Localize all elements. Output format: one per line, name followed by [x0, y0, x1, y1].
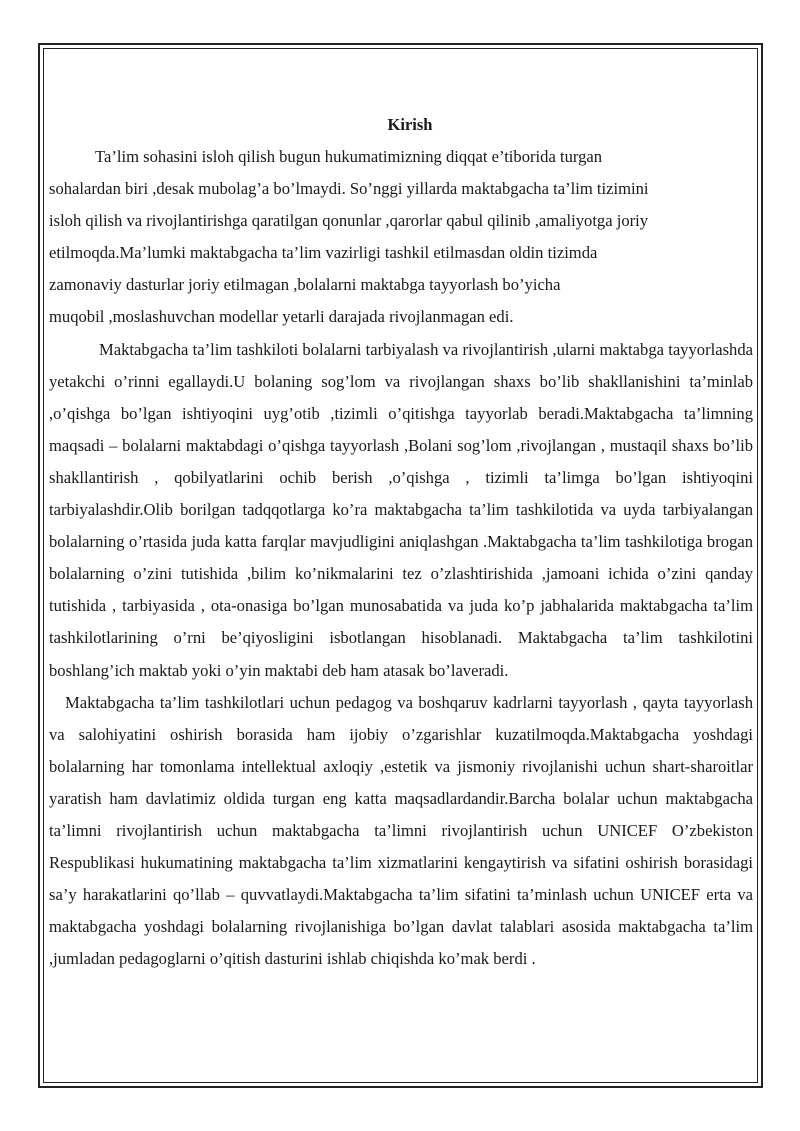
document-title: Kirish: [387, 115, 433, 134]
intro-line: etilmoqda.Ma’lumki maktabgacha ta’lim vazirligi tashkil etilmasdan oldin tizimda: [49, 243, 598, 263]
body-paragraph-2: Maktabgacha ta’lim tashkiloti bolalarni tarbiyalash va rivojlantirish ,ularni maktabga tayyorlashda yetakchi o’rinni egallaydi.U bolaning sog’lom va rivojlangan shaxs bo’lib shakllanishini ta’minlab ,o’qishga bo’lgan ishtiyoqini uyg’otib ,tizimli o’qitishga tayyorlab beradi.Maktabgacha ta’limning maqsadi – bolalarni maktabdagi o’qishga tayyorlash ,Bolani sog’lom ,rivojlangan , mustaqil shaxs bo’lib shakllantirish , qobilyatlarini ochib berish ,o’qishga , tizimli ta’limga bo’lgan ishtiyoqini tarbiyalashdir.Olib borilgan tadqqotlarga ko’ra maktabgacha ta’lim tashkilotida va uyda tarbiyalangan bolalarning o’rtasida juda katta farqlar mavjudligini aniqlashgan .Maktabgacha ta’lim tashkilotiga brogan bolalarning o’zini tutishida ,bilim ko’nikmalarini tez o’zlashtirishida ,jamoani ichida o’zini qanday tutishida , tarbiyasida , ota-onasiga bo’lgan munosabatida va juda ko’p jabhalarida maktabgacha ta’lim tashkilotlarining o’rni be’qiyosligini isbotlangan hisoblanadi. Maktabgacha ta’lim tashkilotini boshlang’ich maktab yoki o’yin maktabi deb ham atasak bo’laveradi.: [49, 339, 753, 680]
intro-line: zamonaviy dasturlar joriy etilmagan ,bolalarni maktabga tayyorlash bo’yicha: [49, 275, 561, 295]
body-paragraph-3: Maktabgacha ta’lim tashkilotlari uchun pedagog va boshqaruv kadrlarni tayyorlash , qayta tayyorlash va salohiyatini oshirish borasida ham ijobiy o’zgarishlar kuzatilmoqda.Maktabgacha yoshdagi bolalarning har tomonlama intellektual axloqiy ,estetik va jismoniy rivojlanishi uchun shart-sharoitlar yaratish ham davlatimiz oldida turgan eng katta maqsadlardandir.Barcha bolalar uchun maktabgacha ta’limni rivojlantirish uchun maktabgacha ta’limni rivojlantirish uchun UNICEF O’zbekiston Respublikasi hukumatining maktabgacha ta’lim xizmatlarini kengaytirish va sifatini oshirish borasidagi sa’y harakatlarini qo’llab – quvvatlaydi.Maktabgacha ta’lim sifatini ta’minlash uchun UNICEF erta va maktabgacha yoshdagi bolalarning rivojlanishiga bo’lgan davlat talablari asosida maktabgacha ta’lim ,jumladan pedagoglarni o’qitish dasturini ishlab chiqishda ko’mak berdi .: [49, 692, 753, 969]
intro-paragraph: [49, 141, 753, 334]
document-body: [49, 113, 753, 975]
intro-line: sohalardan biri ,desak mubolag’a bo’lmaydi. So’nggi yillarda maktabgacha ta’lim tizimini: [49, 179, 649, 199]
intro-line: Ta’lim sohasini isloh qilish bugun hukumatimizning diqqat e’tiborida turgan: [95, 147, 603, 166]
intro-line: muqobil ,moslashuvchan modellar yetarli darajada rivojlanmagan edi.: [49, 307, 514, 327]
intro-line: isloh qilish va rivojlantirishga qaratilgan qonunlar ,qarorlar qabul qilinib ,amaliyotga joriy: [49, 211, 649, 231]
